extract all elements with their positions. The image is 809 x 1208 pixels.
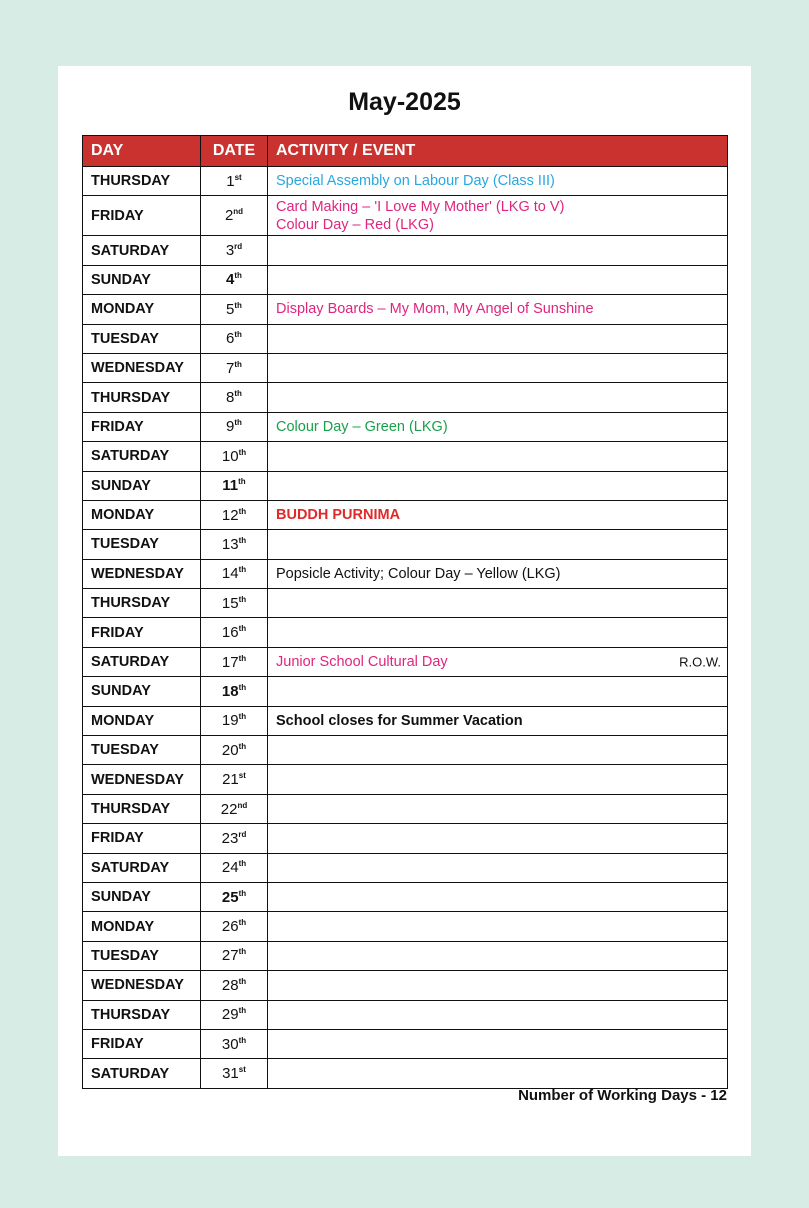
date-cell [201, 471, 268, 500]
day-cell: THURSDAY [83, 383, 201, 412]
day-cell: FRIDAY [83, 1029, 201, 1058]
date-number: 14 [221, 565, 239, 583]
date-number: 1 [226, 172, 235, 190]
activity-cell [268, 353, 728, 382]
date-suffix: th [238, 712, 247, 722]
date-number: 21 [222, 771, 239, 789]
date-suffix: th [238, 624, 247, 634]
table-row [83, 1000, 728, 1029]
activity-cell [268, 167, 728, 196]
page-title: May-2025 [348, 88, 461, 116]
event-text: School closes for Summer Vacation [276, 712, 523, 729]
date-suffix: th [238, 653, 247, 663]
table-header-row [83, 136, 728, 167]
header-day: DAY [83, 136, 201, 167]
date-suffix: th [234, 359, 242, 369]
date-suffix: th [234, 418, 242, 428]
day-cell: TUESDAY [83, 736, 201, 765]
table-row [83, 706, 728, 735]
activity-cell [268, 853, 728, 882]
calendar-body [83, 167, 728, 1089]
date-suffix: st [238, 1065, 246, 1075]
day-cell: WEDNESDAY [83, 765, 201, 794]
event-text: Colour Day – Green (LKG) [276, 418, 448, 435]
date-suffix: th [238, 594, 247, 604]
activity-cell [268, 824, 728, 853]
date-suffix: th [238, 888, 247, 898]
date-cell [201, 265, 268, 294]
table-row [83, 853, 728, 882]
date-suffix: th [238, 447, 247, 457]
row-note: R.O.W. [679, 654, 721, 670]
activity-cell [268, 559, 728, 588]
date-suffix: rd [234, 242, 243, 252]
activity-cell [268, 736, 728, 765]
event-text: Special Assembly on Labour Day (Class III) [276, 173, 555, 190]
day-cell: SUNDAY [83, 265, 201, 294]
date-cell [201, 236, 268, 265]
date-number: 10 [221, 447, 239, 465]
date-number: 2 [224, 207, 234, 225]
header-date: DATE [201, 136, 268, 167]
day-cell: MONDAY [83, 295, 201, 324]
table-row [83, 824, 728, 853]
date-number: 15 [221, 594, 239, 612]
date-number: 8 [226, 389, 235, 407]
date-suffix: th [234, 389, 242, 399]
date-cell [201, 1029, 268, 1058]
activity-cell [268, 941, 728, 970]
date-suffix: th [238, 859, 247, 869]
activity-cell [268, 618, 728, 647]
working-days-footer: Number of Working Days - 12 [518, 1087, 727, 1104]
date-number: 28 [221, 976, 239, 994]
date-suffix: th [238, 682, 247, 692]
date-suffix: th [238, 535, 247, 545]
day-cell: SATURDAY [83, 442, 201, 471]
table-row [83, 265, 728, 294]
activity-cell [268, 324, 728, 353]
table-row [83, 530, 728, 559]
date-cell [201, 324, 268, 353]
day-cell: SATURDAY [83, 853, 201, 882]
date-cell [201, 647, 268, 676]
header-activity: ACTIVITY / EVENT [268, 136, 728, 167]
table-row [83, 471, 728, 500]
table-row [83, 324, 728, 353]
date-suffix: th [238, 741, 247, 751]
event-text: Popsicle Activity; Colour Day – Yellow (LKG) [276, 565, 561, 582]
date-number: 6 [226, 330, 235, 348]
activity-cell [268, 500, 728, 529]
table-row [83, 196, 728, 236]
date-cell [201, 1000, 268, 1029]
date-number: 18 [221, 682, 239, 700]
activity-cell [268, 530, 728, 559]
activity-cell [268, 1029, 728, 1058]
date-cell [201, 618, 268, 647]
event-text: BUDDH PURNIMA [276, 507, 401, 524]
activity-cell [268, 589, 728, 618]
date-number: 16 [221, 624, 239, 642]
date-cell [201, 196, 268, 236]
date-number: 20 [221, 741, 239, 759]
day-cell: SUNDAY [83, 471, 201, 500]
day-cell: THURSDAY [83, 1000, 201, 1029]
activity-cell [268, 295, 728, 324]
table-row [83, 353, 728, 382]
day-cell: FRIDAY [83, 824, 201, 853]
table-row [83, 442, 728, 471]
table-row [83, 677, 728, 706]
table-row [83, 765, 728, 794]
date-suffix: th [238, 477, 246, 487]
activity-cell [268, 196, 728, 236]
date-suffix: st [238, 771, 246, 781]
event-text: Junior School Cultural Day [276, 654, 448, 671]
table-row [83, 736, 728, 765]
date-number: 31 [222, 1065, 239, 1083]
date-cell [201, 383, 268, 412]
activity-cell [268, 765, 728, 794]
day-cell: SATURDAY [83, 236, 201, 265]
event-text: Card Making – 'I Love My Mother' (LKG to V) [276, 198, 565, 215]
date-number: 17 [221, 653, 239, 671]
table-row [83, 1029, 728, 1058]
date-cell [201, 295, 268, 324]
activity-cell [268, 383, 728, 412]
date-suffix: th [238, 506, 247, 516]
activity-cell [268, 794, 728, 823]
table-row [83, 882, 728, 911]
date-suffix: nd [233, 207, 244, 217]
date-number: 13 [221, 535, 239, 553]
day-cell: MONDAY [83, 500, 201, 529]
day-cell: WEDNESDAY [83, 971, 201, 1000]
date-cell [201, 589, 268, 618]
day-cell: SATURDAY [83, 1059, 201, 1088]
day-cell: WEDNESDAY [83, 559, 201, 588]
date-number: 24 [221, 859, 239, 877]
date-cell [201, 971, 268, 1000]
date-number: 29 [221, 1006, 239, 1024]
day-cell: TUESDAY [83, 324, 201, 353]
activity-cell [268, 706, 728, 735]
date-cell [201, 853, 268, 882]
table-row [83, 647, 728, 676]
date-cell [201, 882, 268, 911]
date-cell [201, 765, 268, 794]
date-number: 25 [221, 888, 239, 906]
activity-cell [268, 647, 728, 676]
date-suffix: nd [237, 800, 248, 810]
activity-cell [268, 677, 728, 706]
date-cell [201, 559, 268, 588]
table-row [83, 971, 728, 1000]
date-cell [201, 167, 268, 196]
date-number: 23 [221, 829, 239, 847]
date-suffix: th [234, 300, 242, 310]
activity-cell [268, 971, 728, 1000]
table-row [83, 167, 728, 196]
day-cell: THURSDAY [83, 589, 201, 618]
date-cell [201, 677, 268, 706]
date-number: 4 [226, 271, 235, 289]
activity-cell [268, 471, 728, 500]
table-row [83, 941, 728, 970]
day-cell: MONDAY [83, 706, 201, 735]
day-cell: TUESDAY [83, 941, 201, 970]
date-suffix: th [234, 330, 242, 340]
table-row [83, 412, 728, 441]
table-row [83, 618, 728, 647]
date-number: 5 [226, 300, 235, 318]
activity-cell [268, 882, 728, 911]
table-row [83, 236, 728, 265]
date-number: 9 [226, 418, 235, 436]
day-cell: WEDNESDAY [83, 353, 201, 382]
date-cell [201, 412, 268, 441]
day-cell: SUNDAY [83, 677, 201, 706]
date-cell [201, 442, 268, 471]
day-cell: SUNDAY [83, 882, 201, 911]
date-suffix: rd [238, 829, 247, 839]
activity-cell [268, 1059, 728, 1088]
calendar-table [82, 135, 728, 1089]
table-row [83, 559, 728, 588]
date-number: 27 [221, 947, 239, 965]
date-number: 26 [221, 918, 239, 936]
date-cell [201, 706, 268, 735]
table-row [83, 794, 728, 823]
date-suffix: th [238, 565, 247, 575]
day-cell: MONDAY [83, 912, 201, 941]
date-number: 22 [220, 800, 238, 818]
day-cell: SATURDAY [83, 647, 201, 676]
activity-cell [268, 912, 728, 941]
date-suffix: th [238, 1006, 247, 1016]
date-cell [201, 941, 268, 970]
day-cell: FRIDAY [83, 196, 201, 236]
date-number: 11 [222, 477, 239, 495]
date-cell [201, 794, 268, 823]
day-cell: TUESDAY [83, 530, 201, 559]
date-cell [201, 353, 268, 382]
activity-cell [268, 265, 728, 294]
date-suffix: th [238, 918, 247, 928]
activity-cell [268, 442, 728, 471]
day-cell: FRIDAY [83, 412, 201, 441]
date-cell [201, 824, 268, 853]
event-text: Colour Day – Red (LKG) [276, 216, 434, 233]
date-suffix: th [234, 271, 242, 281]
date-number: 19 [221, 712, 239, 730]
date-suffix: th [238, 976, 247, 986]
date-number: 3 [225, 242, 235, 260]
date-suffix: th [238, 1035, 247, 1045]
activity-cell [268, 236, 728, 265]
date-number: 30 [221, 1035, 239, 1053]
day-cell: FRIDAY [83, 618, 201, 647]
day-cell: THURSDAY [83, 167, 201, 196]
day-cell: THURSDAY [83, 794, 201, 823]
date-suffix: st [234, 172, 242, 182]
date-cell [201, 912, 268, 941]
event-text: Display Boards – My Mom, My Angel of Sunshine [276, 301, 594, 318]
date-cell [201, 530, 268, 559]
table-row [83, 383, 728, 412]
table-row [83, 500, 728, 529]
date-cell [201, 736, 268, 765]
date-cell [201, 500, 268, 529]
table-row [83, 912, 728, 941]
calendar-page [58, 66, 751, 1156]
table-row [83, 295, 728, 324]
date-number: 12 [221, 506, 239, 524]
date-number: 7 [226, 359, 235, 377]
table-row [83, 1059, 728, 1088]
table-row [83, 589, 728, 618]
date-suffix: th [238, 947, 247, 957]
activity-cell [268, 1000, 728, 1029]
date-cell [201, 1059, 268, 1088]
activity-cell [268, 412, 728, 441]
